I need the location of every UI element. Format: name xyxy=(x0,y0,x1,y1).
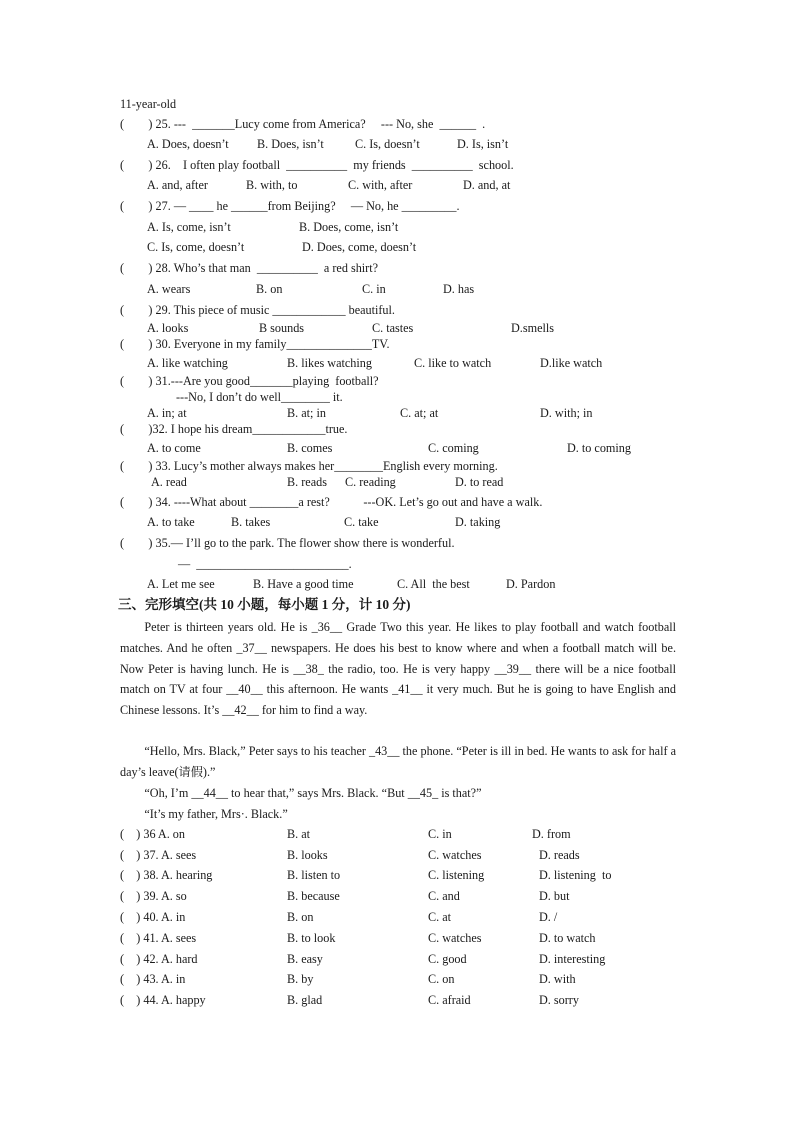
option: A. Does, doesn’t xyxy=(147,137,229,151)
question-32: ( )32. I hope his dream____________true. xyxy=(120,422,348,436)
question-27: ( ) 27. — ____ he ______from Beijing? — No, he _________. xyxy=(120,199,460,213)
passage-paragraph: “Oh, I’m __44__ to hear that,” says Mrs. Black. “But __45_ is that?” xyxy=(144,786,482,800)
option: C. and xyxy=(428,889,460,903)
option: D. to read xyxy=(455,475,504,489)
option: A. like watching xyxy=(147,356,228,370)
option: B. likes watching xyxy=(287,356,372,370)
question-31-reply: ---No, I don’t do well________ it. xyxy=(176,390,343,404)
option: D. with xyxy=(539,972,576,986)
option: B. glad xyxy=(287,993,323,1007)
option: D. reads xyxy=(539,848,580,862)
option: D. and, at xyxy=(463,178,511,192)
option: C. Is, come, doesn’t xyxy=(147,240,245,254)
option: A. to come xyxy=(147,441,201,455)
option: B. on xyxy=(256,282,283,296)
option: D. listening to xyxy=(539,868,612,882)
option: C. at xyxy=(428,910,452,924)
question-26: ( ) 26. I often play football __________ my friends __________ school. xyxy=(120,158,514,172)
passage-paragraph: Peter is thirteen years old. He is _36__ Grade Two this year. He likes to play football and watch football matches. And he often _37__ newspapers. He does his best to know where and when a football match will be. Now Peter is having lunch. He is __38_ the radio, too. He is very happy __39__ there will be a nice football match on TV at four __40__ this afternoon. He wants _41__ it very much. But he is going to have English and Chinese lessons. It’s __42__ for him to find a way. xyxy=(120,620,676,718)
option: C. afraid xyxy=(428,993,471,1007)
option: C. take xyxy=(344,515,379,529)
cloze-item: ( ) 43. A. in xyxy=(120,972,186,986)
option: B. Does, come, isn’t xyxy=(299,220,399,234)
option: C. reading xyxy=(345,475,396,489)
cloze-item: ( ) 39. A. so xyxy=(120,889,187,903)
option: A. in; at xyxy=(147,406,187,420)
option: D.smells xyxy=(511,321,554,335)
question-34: ( ) 34. ----What about ________a rest? ---OK. Let’s go out and have a walk. xyxy=(120,495,543,509)
question-30: ( ) 30. Everyone in my family______________TV. xyxy=(120,337,390,351)
option: C. in xyxy=(428,827,452,841)
option: C. listening xyxy=(428,868,485,882)
option: A. to take xyxy=(147,515,195,529)
option: A. and, after xyxy=(147,178,208,192)
option: C. like to watch xyxy=(414,356,492,370)
question-28: ( ) 28. Who’s that man __________ a red shirt? xyxy=(120,261,379,275)
cloze-item: ( ) 44. A. happy xyxy=(120,993,206,1007)
option: C. good xyxy=(428,952,467,966)
question-33: ( ) 33. Lucy’s mother always makes her________English every morning. xyxy=(120,459,498,473)
option: B. on xyxy=(287,910,314,924)
option: D.like watch xyxy=(540,356,603,370)
option: C. with, after xyxy=(348,178,413,192)
option: B. Have a good time xyxy=(253,577,354,591)
section-heading: 三、完形填空(共 10 小题，每小题 1 分，计 10 分) xyxy=(118,597,411,612)
cloze-item: ( ) 41. A. sees xyxy=(120,931,197,945)
option: B. takes xyxy=(231,515,271,529)
option: B. at; in xyxy=(287,406,326,420)
option: D. from xyxy=(532,827,571,841)
option: B. with, to xyxy=(246,178,298,192)
cloze-item: ( ) 37. A. sees xyxy=(120,848,197,862)
option: D. with; in xyxy=(540,406,593,420)
option: C. watches xyxy=(428,931,482,945)
option: B. because xyxy=(287,889,340,903)
question-35: ( ) 35.— I’ll go to the park. The flower show there is wonderful. xyxy=(120,536,455,550)
option: B. listen to xyxy=(287,868,341,882)
question-35-reply: — _________________________. xyxy=(178,557,352,571)
question-31: ( ) 31.---Are you good_______playing football? xyxy=(120,374,379,388)
passage-paragraph: “It’s my father, Mrs·. Black.” xyxy=(144,807,288,821)
option: D. interesting xyxy=(539,952,606,966)
option: D. sorry xyxy=(539,993,579,1007)
option: A. looks xyxy=(147,321,189,335)
option: D. has xyxy=(443,282,475,296)
option: B. at xyxy=(287,827,311,841)
option: B. to look xyxy=(287,931,336,945)
option: B. comes xyxy=(287,441,333,455)
option: B. reads xyxy=(287,475,327,489)
option: B. Does, isn’t xyxy=(257,137,324,151)
option: C. on xyxy=(428,972,455,986)
option: D. but xyxy=(539,889,570,903)
option: A. wears xyxy=(147,282,191,296)
option: C. All the best xyxy=(397,577,470,591)
option: C. tastes xyxy=(372,321,414,335)
cloze-item: ( ) 42. A. hard xyxy=(120,952,198,966)
option: C. in xyxy=(362,282,386,296)
option: D. Pardon xyxy=(506,577,556,591)
option: C. coming xyxy=(428,441,479,455)
option: D. taking xyxy=(455,515,501,529)
option: B. easy xyxy=(287,952,323,966)
option: A. Is, come, isn’t xyxy=(147,220,231,234)
cloze-item: ( ) 38. A. hearing xyxy=(120,868,213,882)
option: B. by xyxy=(287,972,314,986)
option: D. to watch xyxy=(539,931,596,945)
option: C. at; at xyxy=(400,406,439,420)
passage-paragraph: “Hello, Mrs. Black,” Peter says to his teacher _43__ the phone. “Peter is ill in bed. He wants to ask for half a day’s leave(请假).” xyxy=(120,744,676,779)
header-text: 11-year-old xyxy=(120,97,177,111)
option: B. looks xyxy=(287,848,328,862)
option: C. Is, doesn’t xyxy=(355,137,420,151)
option: C. watches xyxy=(428,848,482,862)
question-25: ( ) 25. --- _______Lucy come from America? --- No, she ______ . xyxy=(120,117,486,131)
option: D. Does, come, doesn’t xyxy=(302,240,417,254)
option: D. Is, isn’t xyxy=(457,137,509,151)
option: A. Let me see xyxy=(147,577,215,591)
option: B sounds xyxy=(259,321,305,335)
cloze-item: ( ) 40. A. in xyxy=(120,910,186,924)
question-29: ( ) 29. This piece of music ____________ beautiful. xyxy=(120,303,395,317)
option: A. read xyxy=(151,475,187,489)
option: D. / xyxy=(539,910,558,924)
option: D. to coming xyxy=(567,441,631,455)
cloze-item: ( ) 36 A. on xyxy=(120,827,185,841)
